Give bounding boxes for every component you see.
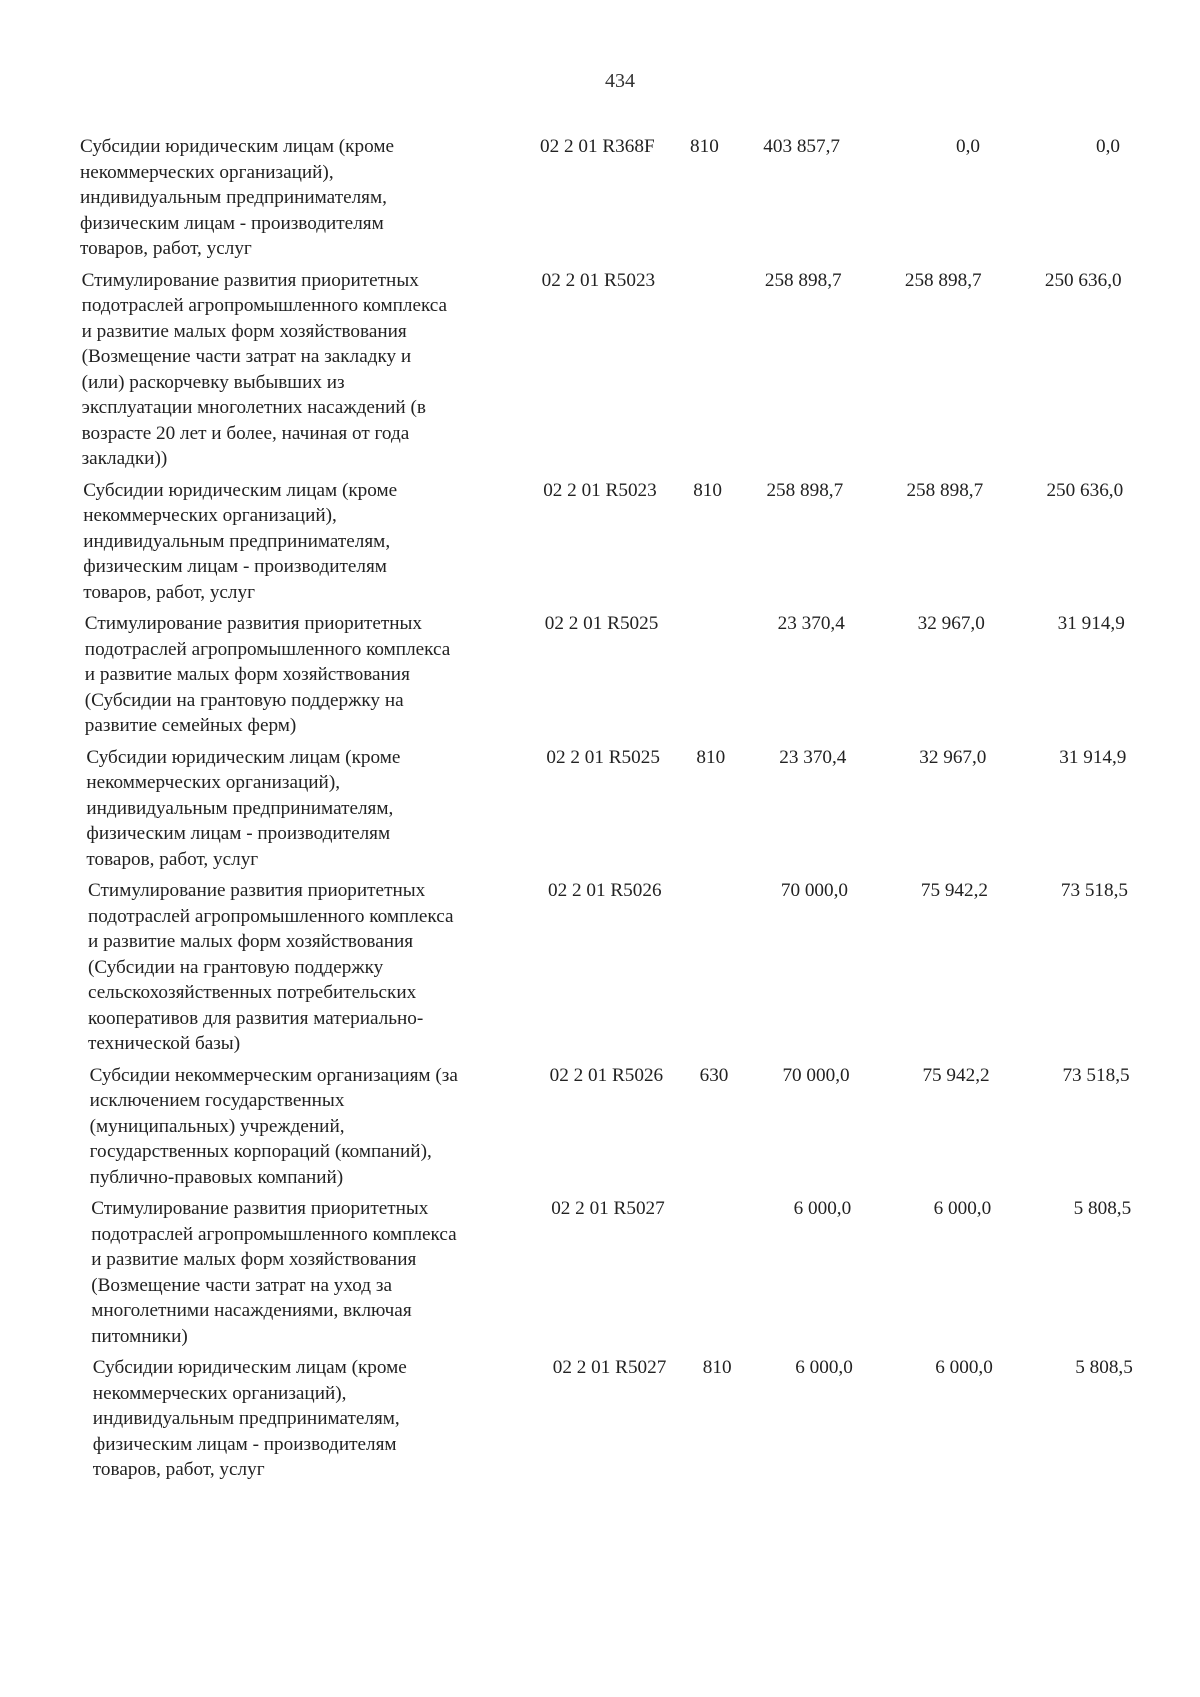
table-row [83, 478, 1173, 606]
row-description: Субсидии некоммерческим организациям (за исключением государственных (муниципальных) учреждений, государственных корпораций (компаний), публично-правовых компаний) [89, 1064, 458, 1188]
row-code: 02 2 01 R5026 [548, 880, 662, 901]
row-expense-type: 810 [696, 746, 726, 768]
table-row [86, 745, 1176, 873]
row-value-2: 0,0 [956, 136, 980, 157]
row-value-2: 32 967,0 [917, 613, 985, 634]
row-code: 02 2 01 R5027 [551, 1198, 665, 1219]
row-value-3: 31 914,9 [1059, 746, 1127, 768]
row-description: Стимулирование развития приоритетных подотраслей агропромышленного комплекса и развитие малых форм хозяйствования (Субсидии на грантовую поддержку сельскохозяйственных потребительских кооперативов для развития материально- технической базы) [88, 880, 454, 1054]
row-value-1: 70 000,0 [780, 880, 848, 901]
row-value-2: 6 000,0 [933, 1198, 992, 1219]
table-row [93, 1355, 1183, 1483]
row-value-3: 73 518,5 [1060, 880, 1128, 901]
row-code: 02 2 01 R5023 [543, 479, 657, 501]
row-value-3: 31 914,9 [1057, 613, 1125, 634]
budget-table [80, 134, 1170, 1483]
row-description: Стимулирование развития приоритетных подотраслей агропромышленного комплекса и развитие малых форм хозяйствования (Возмещение части затрат на уход за многолетними насаждениями, включая питомники) [91, 1198, 457, 1347]
row-value-1: 23 370,4 [779, 746, 847, 768]
table-row [90, 1063, 1180, 1191]
row-code: 02 2 01 R5025 [544, 613, 659, 634]
row-value-2: 75 942,2 [922, 1064, 990, 1086]
row-value-1: 23 370,4 [777, 613, 845, 634]
row-value-1: 258 898,7 [764, 269, 842, 291]
row-expense-type: 810 [702, 1357, 732, 1378]
row-value-3: 73 518,5 [1062, 1064, 1130, 1086]
row-expense-type: 630 [699, 1064, 729, 1086]
row-code: 02 2 01 R5026 [549, 1064, 664, 1086]
row-value-1: 6 000,0 [795, 1357, 853, 1378]
table-row [82, 268, 1172, 472]
row-expense-type: 810 [693, 479, 722, 501]
row-code: 02 2 01 R368F [540, 136, 655, 157]
row-value-2: 6 000,0 [935, 1357, 993, 1378]
row-value-3: 0,0 [1096, 136, 1120, 157]
row-value-1: 70 000,0 [782, 1064, 850, 1086]
row-value-3: 250 636,0 [1044, 269, 1122, 291]
page-number: 434 [605, 70, 635, 92]
row-value-2: 258 898,7 [906, 479, 984, 501]
row-value-2: 75 942,2 [920, 880, 988, 901]
row-value-3: 5 808,5 [1075, 1357, 1133, 1378]
row-value-3: 5 808,5 [1073, 1198, 1132, 1219]
row-description: Субсидии юридическим лицам (кроме некоммерческих организаций), индивидуальным предпринимателям, физическим лицам - производителям товаров, работ, услуг [80, 136, 394, 259]
row-description: Стимулирование развития приоритетных подотраслей агропромышленного комплекса и развитие малых форм хозяйствования (Возмещение части затрат на закладку и (или) раскорчевку выбывших из эксплуатации многолетних насаждений (в возрасте 20 лет и более, начиная от года закладки)) [81, 269, 448, 469]
table-row [80, 134, 1170, 262]
row-value-2: 258 898,7 [904, 269, 982, 291]
row-description: Субсидии юридическим лицам (кроме некоммерческих организаций), индивидуальным предпринимателям, физическим лицам - производителям товаров, работ, услуг [92, 1357, 407, 1480]
row-description: Субсидии юридическим лицам (кроме некоммерческих организаций), индивидуальным предпринимателям, физическим лицам - производителям товаров, работ, услуг [83, 479, 398, 603]
row-value-1: 6 000,0 [793, 1198, 852, 1219]
row-value-1: 258 898,7 [766, 479, 844, 501]
table-row [85, 611, 1175, 739]
row-description: Субсидии юридическим лицам (кроме некоммерческих организаций), индивидуальным предпринимателям, физическим лицам - производителям товаров, работ, услуг [86, 746, 401, 870]
row-value-3: 250 636,0 [1046, 479, 1124, 501]
row-code: 02 2 01 R5027 [552, 1357, 667, 1378]
row-description: Стимулирование развития приоритетных подотраслей агропромышленного комплекса и развитие малых форм хозяйствования (Субсидии на грантовую поддержку на развитие семейных ферм) [84, 613, 451, 736]
row-expense-type: 810 [690, 136, 719, 157]
row-value-2: 32 967,0 [919, 746, 987, 768]
row-code: 02 2 01 R5023 [541, 269, 656, 291]
table-row [88, 878, 1178, 1057]
row-code: 02 2 01 R5025 [546, 746, 660, 768]
row-value-1: 403 857,7 [763, 136, 840, 157]
table-row [91, 1196, 1181, 1349]
